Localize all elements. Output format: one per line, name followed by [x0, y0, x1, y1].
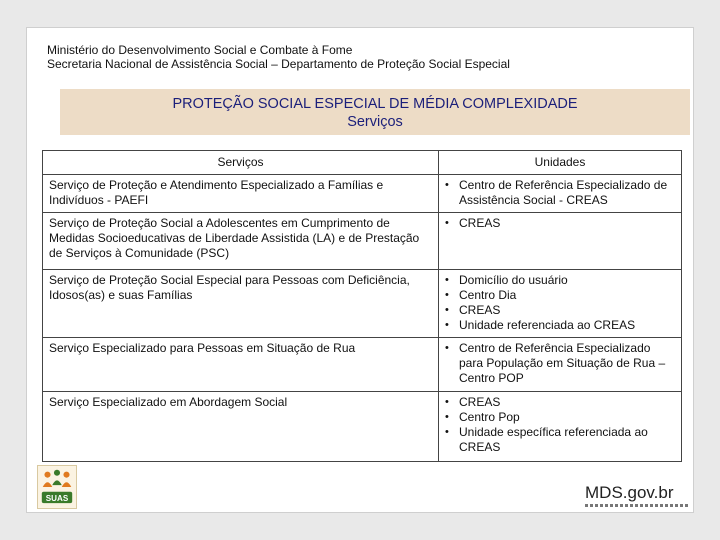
- organization-header: [47, 43, 510, 71]
- service-cell: Serviço de Proteção e Atendimento Especializado a Famílias e Indivíduos - PAEFI: [43, 175, 439, 213]
- unit-item: • Centro de Referência Especializado de Assistência Social - CREAS: [445, 178, 675, 208]
- table-header-row: [43, 151, 682, 175]
- units-cell: [439, 338, 682, 392]
- table-row: [43, 270, 682, 338]
- units-list: [445, 341, 675, 386]
- column-header-units: Unidades: [439, 151, 682, 175]
- unit-item: • Centro Pop: [445, 410, 675, 425]
- unit-item: • Domicílio do usuário: [445, 273, 675, 288]
- service-cell: Serviço de Proteção Social a Adolescentes em Cumprimento de Medidas Socioeducativas de Liberdade Assistida (LA) e de Prestação de Serviços à Comunidade (PSC): [43, 213, 439, 270]
- units-cell: [439, 213, 682, 270]
- mds-logo-tagline: [585, 504, 689, 507]
- mds-logo-text: MDS.gov.br: [585, 483, 674, 502]
- units-list: [445, 273, 675, 333]
- units-cell: [439, 392, 682, 462]
- ministry-line: Ministério do Desenvolvimento Social e Combate à Fome: [47, 43, 353, 57]
- table-row: [43, 338, 682, 392]
- units-list: [445, 178, 675, 208]
- suas-logo: [37, 465, 77, 509]
- service-cell: Serviço Especializado para Pessoas em Situação de Rua: [43, 338, 439, 392]
- units-cell: [439, 175, 682, 213]
- page-title: [60, 89, 690, 135]
- services-table: [42, 150, 682, 462]
- suas-logo-icon: [38, 466, 76, 508]
- units-list: [445, 395, 675, 455]
- service-cell: Serviço de Proteção Social Especial para Pessoas com Deficiência, Idosos(as) e suas Famílias: [43, 270, 439, 338]
- table-row: [43, 213, 682, 270]
- secretariat-line: Secretaria Nacional de Assistência Social – Departamento de Proteção Social Especial: [47, 57, 510, 71]
- service-cell: Serviço Especializado em Abordagem Social: [43, 392, 439, 462]
- units-list: [445, 216, 675, 231]
- unit-item: • Unidade referenciada ao CREAS: [445, 318, 675, 333]
- unit-item: • Unidade específica referenciada ao CREAS: [445, 425, 675, 455]
- unit-item: • CREAS: [445, 216, 675, 231]
- mds-logo: [585, 484, 689, 510]
- title-sub: Serviços: [347, 114, 403, 130]
- column-header-services: Serviços: [43, 151, 439, 175]
- suas-logo-text: SUAS: [45, 493, 69, 503]
- units-cell: [439, 270, 682, 338]
- unit-item: • CREAS: [445, 303, 675, 318]
- table-row: [43, 392, 682, 462]
- unit-item: • Centro Dia: [445, 288, 675, 303]
- slide: [26, 27, 694, 513]
- title-main: PROTEÇÃO SOCIAL ESPECIAL DE MÉDIA COMPLEXIDADE: [172, 96, 578, 112]
- unit-item: • CREAS: [445, 395, 675, 410]
- table-row: [43, 175, 682, 213]
- unit-item: • Centro de Referência Especializado para População em Situação de Rua – Centro POP: [445, 341, 675, 386]
